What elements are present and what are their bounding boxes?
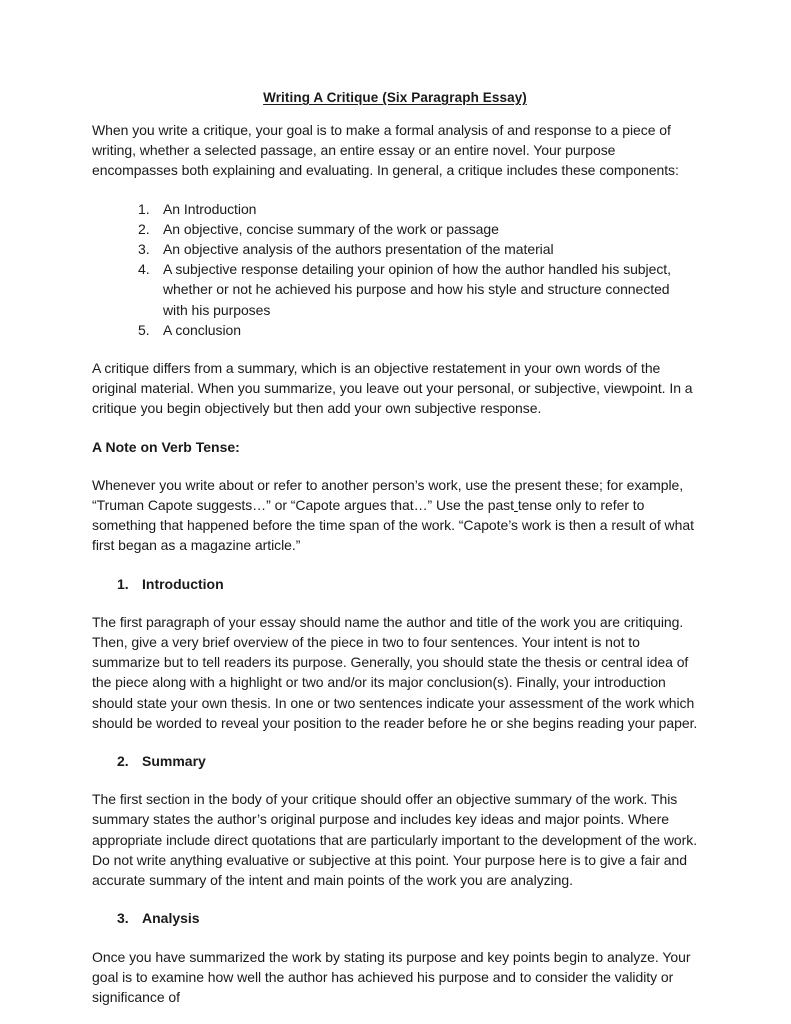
- critique-components-list: [92, 199, 698, 340]
- verb-tense-text-part-1: Whenever you write about or refer to another person’s work, use the present these; for example, “Truman Capote suggests…” or “Capote argues that…” Use the past: [92, 476, 684, 514]
- list-item: [92, 239, 698, 259]
- section-heading-label: Introduction: [142, 575, 224, 592]
- section-number: 2.: [117, 753, 129, 770]
- section-number: 1.: [117, 575, 129, 592]
- list-item-text: An Introduction: [163, 200, 257, 217]
- critique-vs-summary-paragraph: A critique differs from a summary, which is an objective restatement in your own words of the original material. When you summarize, you leave out your personal, or subjective, viewpoint. In a critique you begin objectively but then add your own subjective response.: [92, 360, 693, 417]
- section-heading-label: Analysis: [142, 910, 200, 927]
- intro-paragraph: When you write a critique, your goal is to make a formal analysis of and response to a piece of writing, whether a selected passage, an entire essay or an entire novel. Your purpose encompasses both explaining and evaluating. In general, a critique includes these components:: [92, 122, 679, 179]
- verb-tense-heading: A Note on Verb Tense:: [92, 438, 240, 455]
- section-heading-analysis: [92, 908, 698, 928]
- list-item: [92, 199, 698, 219]
- list-item-text: A subjective response detailing your opinion of how the author handled his subject, whether or not he achieved his purpose and how his style and structure connected with his purposes: [163, 261, 671, 318]
- list-item-text: An objective analysis of the authors presentation of the material: [163, 241, 554, 258]
- list-item-number: 4.: [138, 261, 150, 278]
- list-item: [92, 219, 698, 239]
- section-body-analysis: Once you have summarized the work by stating its purpose and key points begin to analyze. Your goal is to examine how well the author has achieved his purpose and to consider the validity or significance of: [92, 948, 691, 1005]
- list-item: [92, 320, 698, 340]
- section-number: 3.: [117, 910, 129, 927]
- section-heading-label: Summary: [142, 753, 206, 770]
- section-body-introduction: The first paragraph of your essay should name the author and title of the work you are critiquing. Then, give a very brief overview of the piece in two to four sentences. Your intent is not to summarize but to tell readers its purpose. Generally, you should state the thesis or central idea of the piece along with a highlight or two and/or its major conclusion(s). Finally, your introduction should state your own thesis. In one or two sentences indicate your assessment of the work which should be worded to reveal your position to the reader before he or she begins reading your paper.: [92, 613, 698, 731]
- verb-tense-text-part-2: tense only to refer to something that happened before the time span of the work. “Capote’s work is then a result of what first began as a magazine article.”: [92, 497, 694, 554]
- list-item-text: An objective, concise summary of the work or passage: [163, 220, 499, 237]
- document-title: Writing A Critique (Six Paragraph Essay): [263, 90, 527, 105]
- list-item-text: A conclusion: [163, 321, 242, 338]
- section-body-summary: The first section in the body of your critique should offer an objective summary of the work. This summary states the author’s original purpose and includes key ideas and major points. Where appropriate include direct quotations that are particularly important to the development of the work. Do not write anything evaluative or subjective at this point. Your purpose here is to give a fair and accurate summary of the intent and main points of the work you are analyzing.: [92, 791, 698, 889]
- list-item: [92, 259, 698, 320]
- verb-tense-paragraph: [92, 475, 698, 556]
- list-item-number: 5.: [138, 321, 150, 338]
- section-heading-introduction: [92, 574, 698, 594]
- list-item-number: 2.: [138, 220, 150, 237]
- section-heading-summary: [92, 751, 698, 771]
- list-item-number: 3.: [138, 241, 150, 258]
- document-content: [92, 88, 698, 1024]
- list-item-number: 1.: [138, 200, 150, 217]
